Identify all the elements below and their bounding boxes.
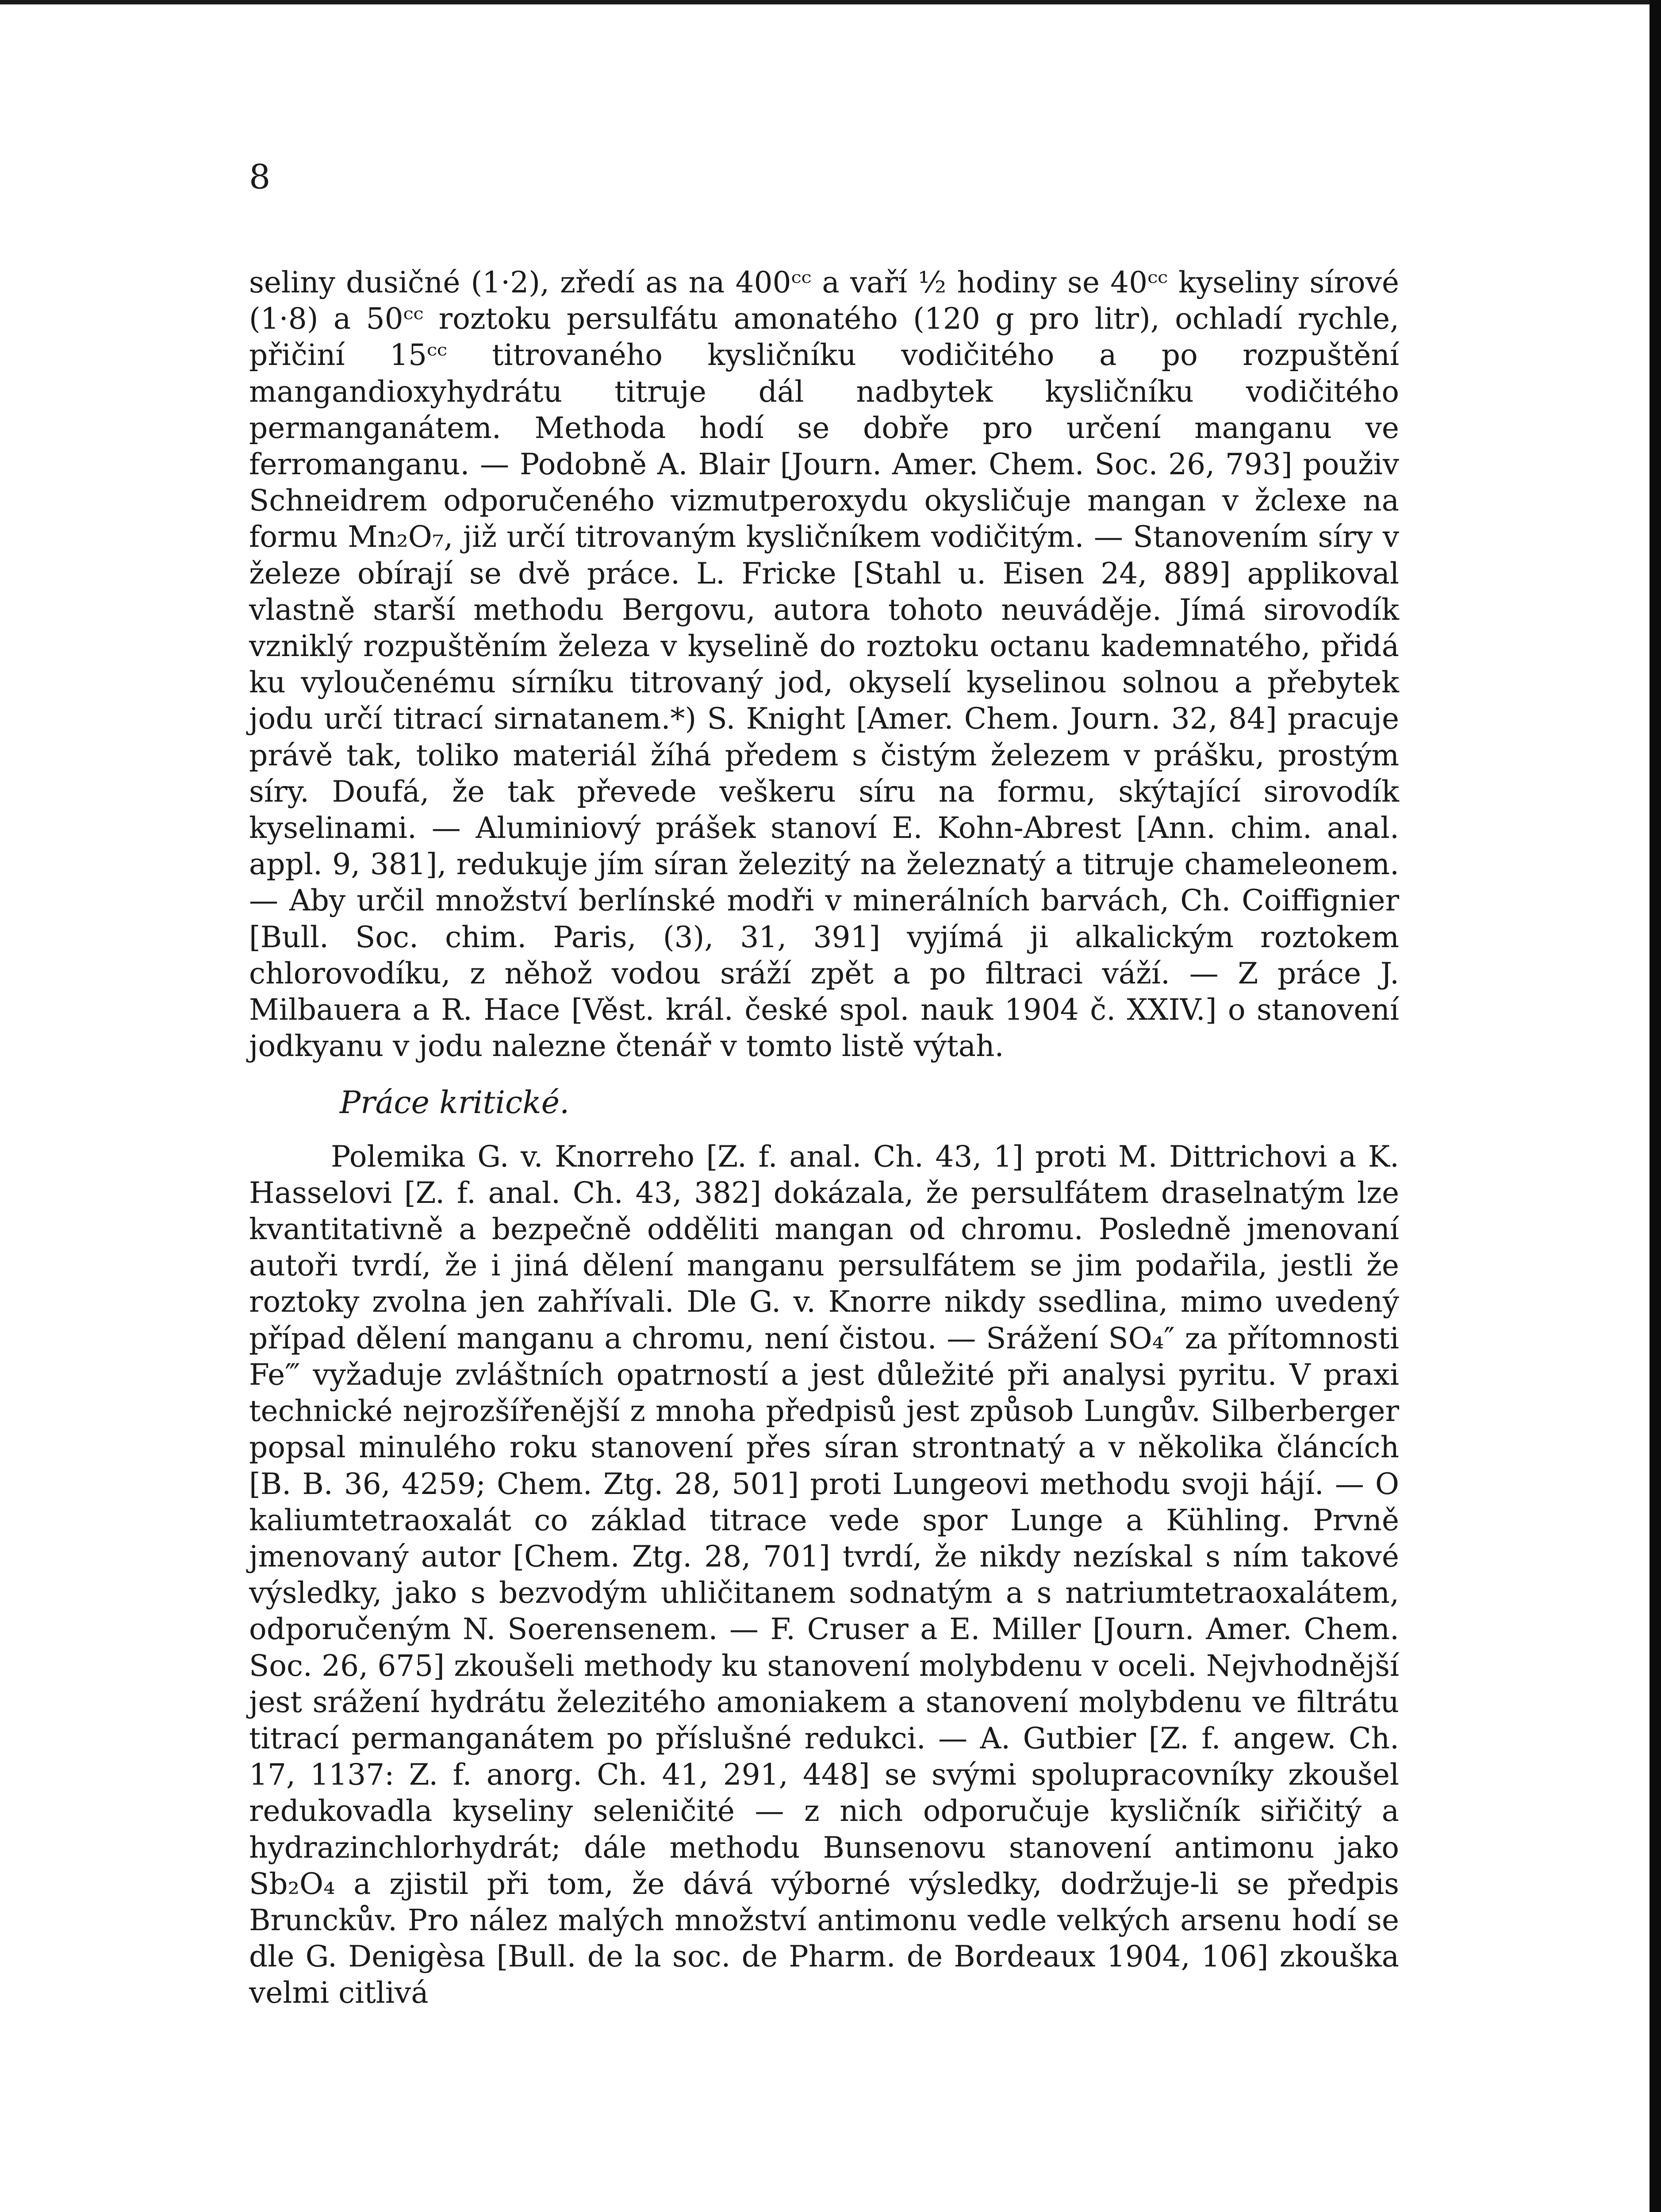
section-title: Práce kritické. [340, 1084, 570, 1121]
main-text [249, 265, 1399, 2012]
paragraph-critical-works: Polemika G. v. Knorreho [Z. f. anal. Ch. 43, 1] proti M. Dittrichovi a K. Hasselovi [Z. f. anal. Ch. 43, 382] dokázala, že persulfátem draselnatým lze kvantitativně a bezpečně odděliti mangan od chromu. Posledně jmenovaní autoři tvrdí, že i jiná dělení manganu persulfátem se jim podařila, jestli že roztoky zvolna jen zahřívali. Dle G. v. Knorre nikdy ssedlina, mimo uvedený případ dělení manganu a chromu, není čistou. — Srážení SO₄″ za přítomnosti Fe‴ vyžaduje zvláštních opatrností a jest důležité při analysi pyritu. V praxi technické nejrozšířenější z mnoha předpisů jest způsob Lungův. Silberberger popsal minulého roku stanovení přes síran strontnatý a v několika článcích [B. B. 36, 4259; Chem. Ztg. 28, 501] proti Lungeovi methodu svoji hájí. — O kaliumtetraoxalát co základ titrace vede spor Lunge a Kühling. Prvně jmenovaný autor [Chem. Ztg. 28, 701] tvrdí, že nikdy nezískal s ním takové výsledky, jako s bezvodým uhličitanem sodnatým a s natriumtetraoxalátem, odporučeným N. Soerensenem. — F. Cruser a E. Miller [Journ. Amer. Chem. Soc. 26, 675] zkoušeli methody ku stanovení molybdenu v oceli. Nejvhodnější jest srážení hydrátu železitého amoniakem a stanovení molybdenu ve filtrátu titrací permanganátem po příslušné redukci. — A. Gutbier [Z. f. angew. Ch. 17, 1137: Z. f. anorg. Ch. 41, 291, 448] se svými spolupracovníky zkoušel redukovadla kyseliny seleničité — z nich odporučuje kysličník siřičitý a hydrazinchlorhydrát; dále methodu Bunsenovu stanovení antimonu jako Sb₂O₄ a zjistil při tom, že dává výborné výsledky, dodržuje-li se předpis Brunckův. Pro nález malých množství antimonu vedle velkých arsenu hodí se dle G. Denigèsa [Bull. de la soc. de Pharm. de Bordeaux 1904, 106] zkouška velmi citlivá [249, 1139, 1399, 2010]
scan-edge-top [0, 0, 1661, 4]
paragraph-methods: seliny dusičné (1·2), zředí as na 400ᶜᶜ a vaří ½ hodiny se 40ᶜᶜ kyseliny sírové (1·8) a 50ᶜᶜ roztoku persulfátu amonatého (120 g pro litr), ochladí rychle, přičiní 15ᶜᶜ titrovaného kysličníku vodičitého a po rozpuštění mangandioxyhydrátu titruje dál nadbytek kysličníku vodičitého permanganátem. Methoda hodí se dobře pro určení manganu ve ferromanganu. — Podobně A. Blair [Journ. Amer. Chem. Soc. 26, 793] použiv Schneidrem odporučeného vizmutperoxydu okysličuje mangan v žclexe na formu Mn₂O₇, již určí titrovaným kysličníkem vodičitým. — Stanovením síry v železe obírají se dvě práce. L. Fricke [Stahl u. Eisen 24, 889] applikoval vlastně starší methodu Bergovu, autora tohoto neuváděje. Jímá sirovodík vzniklý rozpuštěním železa v kyselině do roztoku octanu kademnatého, přidá ku vyloučenému sírníku titrovaný jod, okyselí kyselinou solnou a přebytek jodu určí titrací sirnatanem.*) S. Knight [Amer. Chem. Journ. 32, 84] pracuje právě tak, toliko materiál žíhá předem s čistým železem v prášku, prostým síry. Doufá, že tak převede veškeru síru na formu, skýtající sirovodík kyselinami. — Aluminiový prášek stanoví E. Kohn-Abrest [Ann. chim. anal. appl. 9, 381], redukuje jím síran železitý na železnatý a titruje chameleonem. — Aby určil množství berlínské modři v minerálních barvách, Ch. Coiffignier [Bull. Soc. chim. Paris, (3), 31, 391] vyjímá ji alkalickým roztokem chlorovodíku, z něhož vodou sráží zpět a po filtraci váží. — Z práce J. Milbauera a R. Hace [Věst. král. české spol. nauk 1904 č. XXIV.] o stanovení jodkyanu v jodu nalezne čtenář v tomto listě výtah. [249, 265, 1399, 1064]
scan-edge-right [1649, 0, 1661, 2212]
page-number: 8 [249, 157, 271, 196]
